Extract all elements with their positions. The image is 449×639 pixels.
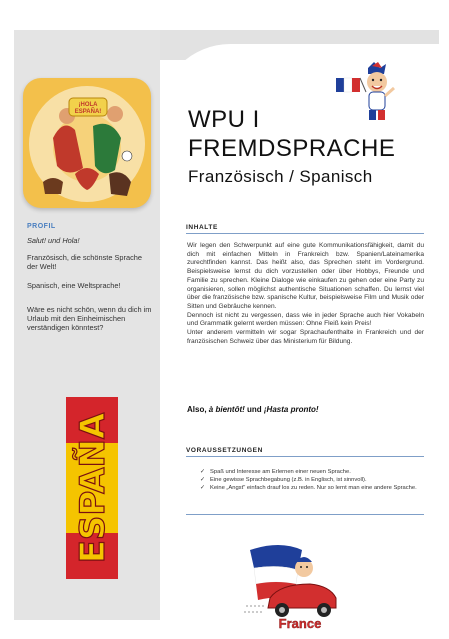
greeting-text: Salut! und Hola! [27,236,80,245]
voraussetzungen-divider-bottom [186,514,424,515]
requirements-list [200,468,422,492]
hola-espana-illustration [23,78,151,208]
closing-middle: und [244,405,264,414]
profil-heading: PROFIL [27,223,56,230]
inhalte-body [187,242,424,346]
french-tagline: Französisch, die schönste Sprache der Welt! [27,253,143,271]
closing-line [187,405,319,414]
espana-word-art [58,393,126,583]
voraussetzungen-divider-top [186,456,424,457]
vacation-question: Wäre es nicht schön, wenn du dich im Urlaub mit den Einheimischen verständigen könntest? [27,305,152,332]
check-icon: ✓ [200,469,206,475]
title-line-1: WPU I [188,106,260,133]
inhalte-divider [186,233,424,234]
voraussetzungen-heading: VORAUSSETZUNGEN [186,447,263,454]
spanish-tagline: Spanisch, eine Weltsprache! [27,281,121,290]
check-icon: ✓ [200,477,206,483]
france-label: France [278,616,322,631]
svg-text:¡HOLA: ¡HOLA [78,102,98,108]
spain-collage-icon [23,78,151,208]
inhalte-paragraph-1: Wir legen den Schwerpunkt auf eine gute Kommunikationsfähigkeit, damit du dich mit einfachen Mitteln in Frankreich bzw. Spanien/Lateinamerika zurechtfinden kannst. Das heißt also, das Sprechen steht im Vordergrund. Beispielsweise lernst du dich vorzustellen oder über Hobbys, Freunde und Familie zu sprechen. Kleine Dialoge wie einkaufen zu gehen oder eine Party zu organisieren, sollen möglichst authentische Situationen schaffen. Du lernst viel über die französische bzw. spanische Kultur, beispielsweise Film und Musik oder Sitten und Gebräuche kennen. [187,242,424,310]
closing-spanish: ¡Hasta pronto! [263,405,319,414]
espana-word: ESPAÑA [73,412,113,564]
check-icon: ✓ [200,485,206,491]
list-item: ✓ Spaß und Interesse am Erlernen einer neuen Sprache. [200,469,351,475]
closing-prefix: Also, [187,405,209,414]
closing-french: à bientôt! [208,405,245,414]
france-car-cartoon-icon [240,540,348,632]
inhalte-paragraph-2: Dennoch ist nicht zu vergessen, dass wie in jeder Sprache auch hier Vokabeln und Grammatik gelernt werden müssen: Ohne Fleiß kein Preis! [187,311,424,328]
page-subtitle: Französisch / Spanisch [188,167,373,186]
list-item: ✓ Keine „Angst" einfach drauf los zu reden. Nur so lernt man eine andere Sprache. [200,485,417,491]
page-title [188,105,395,163]
list-item: ✓ Eine gewisse Sprachbegabung (z.B. in Englisch, ist sinnvoll). [200,477,367,483]
title-line-2: FREMDSPRACHE [188,135,396,162]
svg-text:ESPAÑA!: ESPAÑA! [74,109,102,115]
inhalte-heading: INHALTE [186,224,218,231]
inhalte-paragraph-3: Unter anderem vermitteln wir sogar Sprachaufenthalte in Frankreich und der französischen Schweiz über das Ministerium für Bildung. [187,329,424,345]
